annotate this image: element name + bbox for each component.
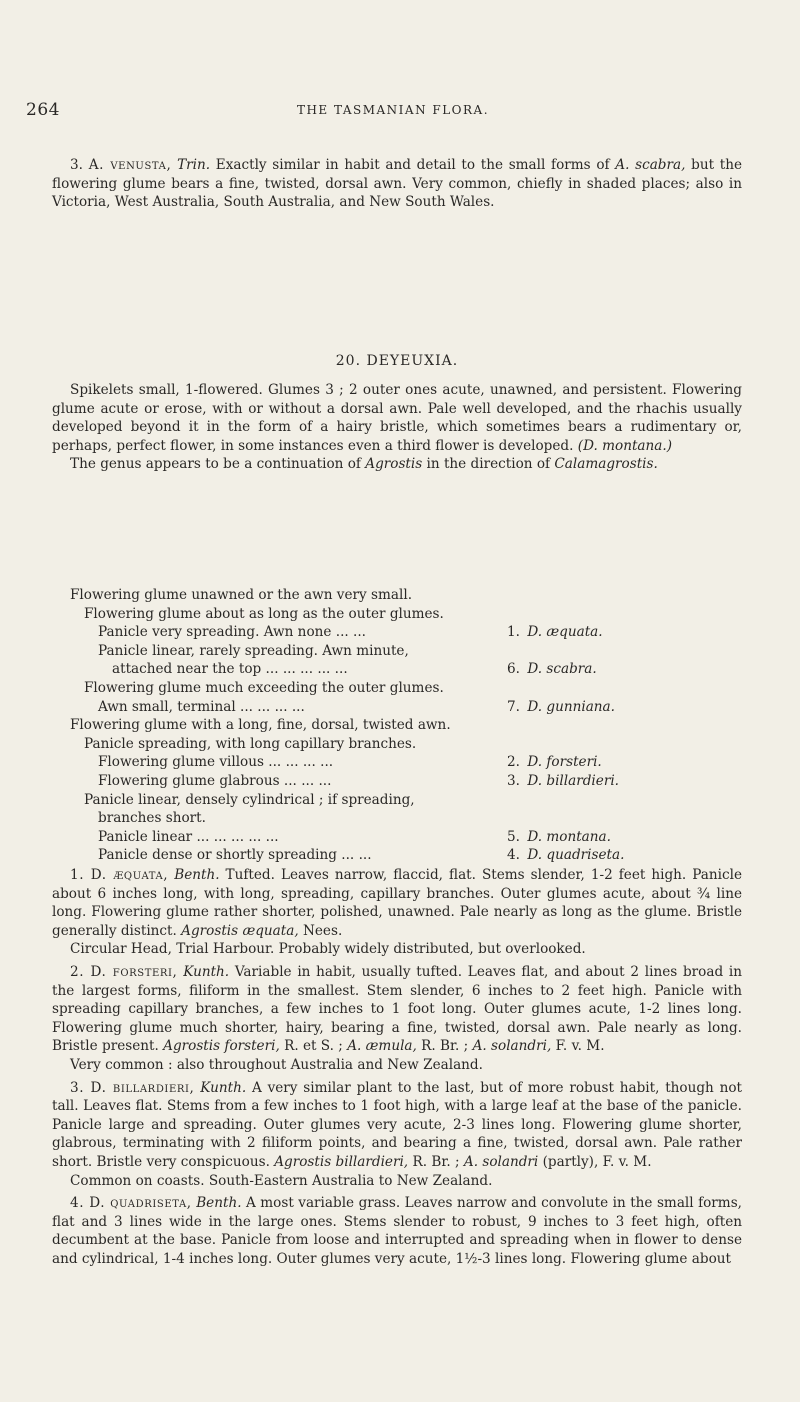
key-row	[52, 846, 752, 865]
key-number: 4.	[507, 847, 520, 864]
key-row	[52, 642, 752, 661]
key-row	[52, 660, 752, 679]
genus-description: Spikelets small, 1-flowered. Glumes 3 ; 2 outer ones acute, unawned, and persistent. Flowering glume acute or erose, with or without a dorsal awn. Pale well developed, and the rhachis usually developed beyond it in the form of a hairy bristle, which sometimes bears a rudimentary or, perhaps, perfect flower, in some instances even a third flower is developed. (D. montana.) The genus appears to be a continuation of Agrostis in the direction of Calamagrostis.	[52, 382, 742, 473]
species-name: A. venusta,	[88, 157, 172, 173]
key-number: 1.	[507, 624, 520, 641]
key-row	[52, 772, 752, 791]
key-answer	[507, 660, 597, 679]
key-lead: Flowering glume unawned or the awn very small.	[70, 587, 413, 603]
key-lead: Panicle linear ... ... ... ... ...	[98, 828, 279, 845]
key-lead: Flowering glume glabrous ... ... ...	[98, 772, 332, 789]
key-row	[52, 679, 752, 698]
species-author: Trin.	[177, 157, 211, 173]
key-lead: branches short.	[98, 810, 206, 827]
distribution: Very common : also throughout Australia and New Zealand.	[70, 1056, 483, 1073]
genus-heading: 20. DEYEUXIA.	[335, 353, 459, 369]
key-lead: Panicle dense or shortly spreading ... ...	[98, 847, 372, 864]
distribution: Common on coasts. South-Eastern Australia to New Zealand.	[70, 1172, 493, 1189]
key-row	[52, 586, 752, 605]
key-taxon: D. quadriseta.	[527, 847, 625, 864]
key-lead: Panicle spreading, with long capillary branches.	[84, 735, 417, 752]
key-answer	[507, 772, 619, 791]
key-taxon: D. billardieri.	[527, 772, 619, 789]
species-entry-aequata: 1. D. æquata, Benth. Tufted. Leaves narrow, flaccid, flat. Stems slender, 1-2 feet high. Panicle about 6 inches long, with long, spreading, capillary branches. Outer glumes acute, about ¾ line long. Flowering glume rather shorter, polished, unawned. Pale nearly as long as the glume. Bristle generally distinct. Agrostis æquata, Nees.	[52, 867, 742, 939]
species-key	[52, 586, 752, 865]
key-lead: Flowering glume villous ... ... ... ...	[98, 754, 334, 771]
key-row	[52, 791, 752, 810]
agrostis-venusta-entry: 3. A. venusta, Trin. Exactly similar in habit and detail to the small forms of A. scabra, but the flowering glume bears a fine, twisted, dorsal awn. Very common, chiefly in shaded places; also in Victoria, West Australia, South Australia, and New South Wales.	[52, 157, 743, 211]
page-number: 264	[26, 100, 60, 120]
key-taxon: D. gunniana.	[527, 698, 615, 715]
key-lead: Flowering glume with a long, fine, dorsal, twisted awn.	[70, 717, 451, 734]
key-answer	[507, 753, 602, 772]
key-row	[52, 828, 752, 847]
key-lead: Panicle linear, rarely spreading. Awn minute,	[98, 642, 409, 659]
page-header	[26, 100, 760, 122]
key-taxon: D. scabra.	[527, 661, 597, 678]
key-taxon: D. æquata.	[527, 624, 603, 641]
key-row	[52, 605, 752, 624]
key-number: 6.	[507, 661, 520, 678]
key-row	[52, 716, 752, 735]
key-answer	[507, 623, 603, 642]
key-taxon: D. montana.	[527, 828, 611, 845]
key-taxon: D. forsteri.	[527, 754, 602, 771]
key-row	[52, 623, 752, 642]
key-lead: Flowering glume about as long as the outer glumes.	[84, 605, 444, 622]
distribution: Circular Head, Trial Harbour. Probably widely distributed, but overlooked.	[70, 941, 586, 958]
key-number: 2.	[507, 754, 520, 771]
key-number: 7.	[507, 698, 520, 715]
running-title: THE TASMANIAN FLORA.	[296, 103, 490, 117]
species-entry-quadriseta: 4. D. quadriseta, Benth. A most variable grass. Leaves narrow and convolute in the small forms, flat and 3 lines wide in the large ones. Stems slender to robust, 9 inches to 3 feet high, often decumbent at the base. Panicle from loose and interrupted and spreading when in flower to dense and cylindrical, 1-4 inches long. Outer glumes very acute, 1½-3 lines long. Flowering glume about	[52, 1195, 742, 1267]
species-descriptions	[52, 866, 742, 1268]
key-row	[52, 753, 752, 772]
key-lead: attached near the top ... ... ... ... ...	[112, 661, 348, 678]
key-lead: Flowering glume much exceeding the outer glumes.	[84, 679, 444, 696]
key-lead: Panicle linear, densely cylindrical ; if spreading,	[84, 791, 415, 808]
key-number: 3.	[507, 772, 520, 789]
key-answer	[507, 846, 624, 865]
key-row	[52, 698, 752, 717]
key-answer	[507, 828, 611, 847]
key-lead: Panicle very spreading. Awn none ... ...	[98, 624, 366, 641]
key-lead: Awn small, terminal ... ... ... ...	[98, 698, 305, 715]
key-answer	[507, 698, 615, 717]
key-number: 5.	[507, 828, 520, 845]
key-row	[52, 735, 752, 754]
species-entry-billardieri: 3. D. billardieri, Kunth. A very similar plant to the last, but of more robust habit, though not tall. Leaves flat. Stems from a few inches to 1 foot high, with a large leaf at the base of the panicle. Panicle large and spreading. Outer glumes very acute, 2-3 lines long. Flowering glume shorter, glabrous, terminating with 2 filiform points, and bearing a fine, twisted, dorsal awn. Pale rather short. Bristle very conspicuous. Agrostis billardieri, R. Br. ; A. solandri (partly), F. v. M.	[52, 1079, 742, 1170]
key-row	[52, 809, 752, 828]
species-entry-forsteri: 2. D. forsteri, Kunth. Variable in habit, usually tufted. Leaves flat, and about 2 lines broad in the largest forms, filiform in the smallest. Stem slender, 6 inches to 2 feet high. Panicle with spreading capillary branches, a few inches to 1 foot long. Outer glumes acute, 1-2 lines long. Flowering glume much shorter, hairy, bearing a fine, twisted, dorsal awn. Pale nearly as long. Bristle present. Agrostis forsteri, R. et S. ; A. æmula, R. Br. ; A. solandri, F. v. M.	[52, 963, 742, 1055]
